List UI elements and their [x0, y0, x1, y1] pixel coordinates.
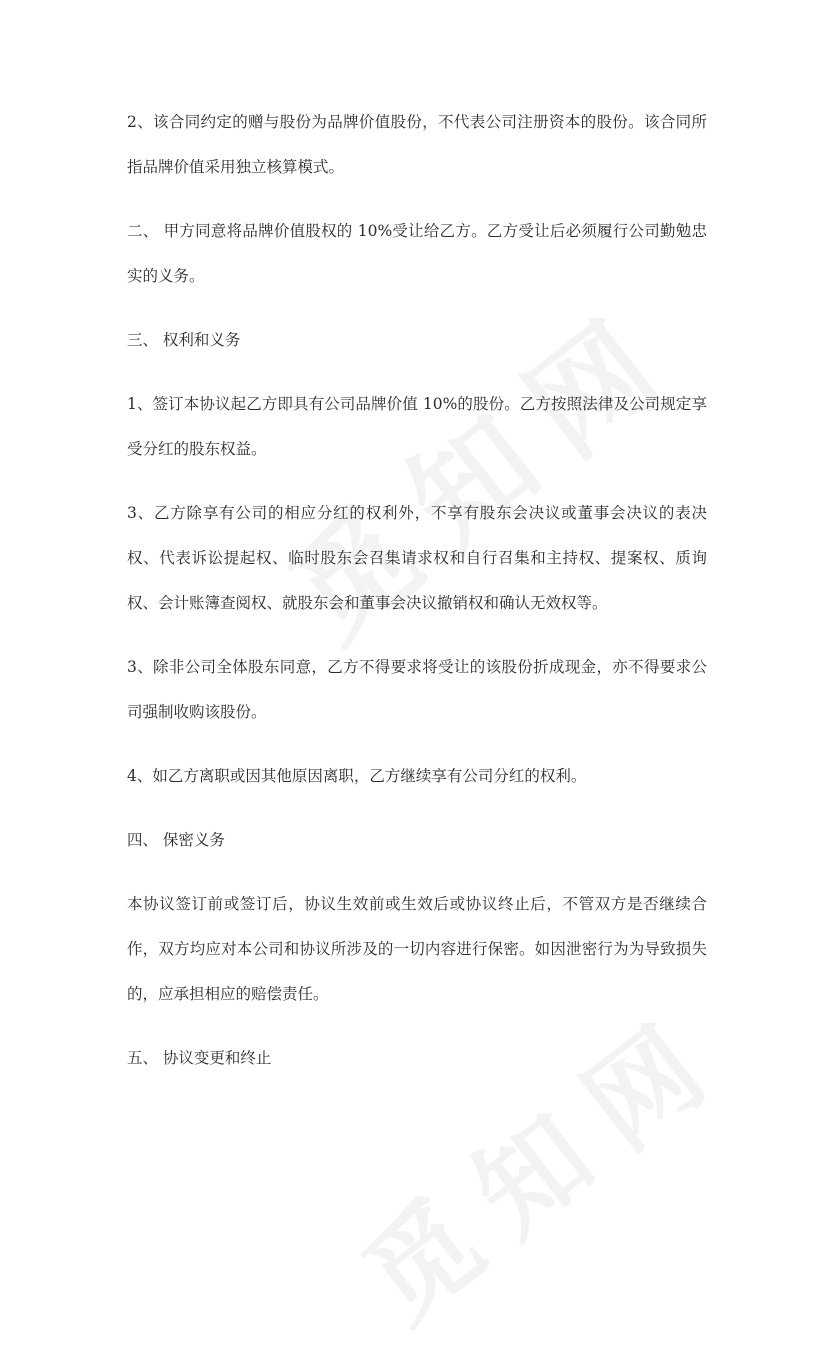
- section-3-heading: 三、 权利和义务: [127, 331, 241, 349]
- section-2-equity-transfer: 二、 甲方同意将品牌价值股权的 10%受让给乙方。乙方受让后必须履行公司勤勉忠实的义务。: [127, 222, 707, 285]
- paragraph-signing-shares: 1、签订本协议起乙方即具有公司品牌价值 10%的股份。乙方按照法律及公司规定享受分红的股东权益。: [127, 395, 707, 458]
- section-4-heading: 四、 保密义务: [127, 831, 225, 849]
- section-5-heading: 五、 协议变更和终止: [127, 1049, 272, 1067]
- paragraph-confidentiality: 本协议签订前或签订后，协议生效前或生效后或协议终止后，不管双方是否继续合作，双方均应对本公司和协议所涉及的一切内容进行保密。如因泄密行为为导致损失的，应承担相应的赔偿责任。: [127, 895, 707, 1003]
- document-page: [127, 100, 707, 1100]
- paragraph-no-cash-conversion: 3、除非公司全体股东同意，乙方不得要求将受让的该股份折成现金，亦不得要求公司强制收购该股份。: [127, 658, 707, 721]
- paragraph-rights-exclusions: 3、乙方除享有公司的相应分红的权利外，不享有股东会决议或董事会决议的表决权、代表诉讼提起权、临时股东会召集请求权和自行召集和主持权、提案权、质询权、会计账簿查阅权、就股东会和董事会决议撤销权和确认无效权等。: [127, 504, 707, 612]
- paragraph-resignation: 4、如乙方离职或因其他原因离职，乙方继续享有公司分红的权利。: [127, 767, 587, 785]
- paragraph-gift-shares: 2、该合同约定的赠与股份为品牌价值股份，不代表公司注册资本的股份。该合同所指品牌价值采用独立核算模式。: [127, 113, 707, 176]
